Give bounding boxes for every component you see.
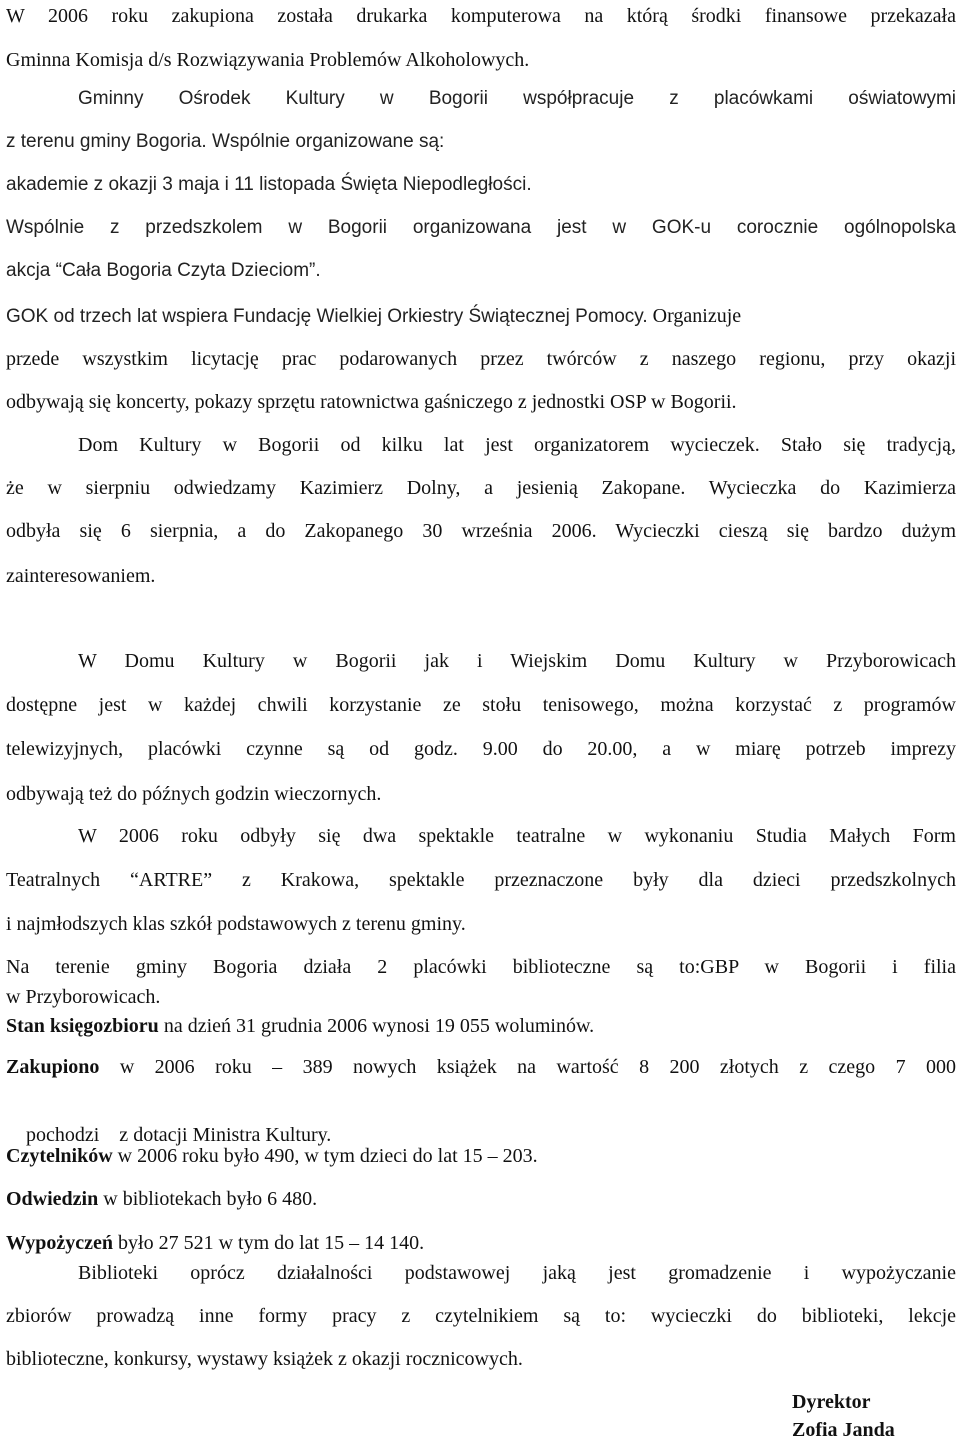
text-line: W Domu Kultury w Bogorii jak i Wiejskim Domu Kultury w Przyborowicach xyxy=(78,650,956,672)
text-line: odbyła się 6 sierpnia, a do Zakopanego 30 września 2006. Wycieczki cieszą się bardzo dużym xyxy=(6,520,956,542)
library-stat-line xyxy=(6,1055,956,1079)
stat-label: Czytelników xyxy=(6,1145,113,1167)
text-line: Teatralnych “ARTRE” z Krakowa, spektakle przeznaczone były dla dzieci przedszkolnych xyxy=(6,869,956,891)
stat-text: na dzień 31 grudnia 2006 wynosi 19 055 woluminów. xyxy=(158,1015,595,1037)
stat-text: w bibliotekach było 6 480. xyxy=(98,1188,318,1210)
text-line: biblioteczne, konkursy, wystawy książek z okazji rocznicowych. xyxy=(6,1348,523,1370)
text-line: Wspólnie z przedszkolem w Bogorii organizowana jest w GOK-u corocznie ogólnopolska xyxy=(6,217,956,238)
text-line: Dom Kultury w Bogorii od kilku lat jest organizatorem wycieczek. Stało się tradycją, xyxy=(78,434,956,456)
text-line: że w sierpniu odwiedzamy Kazimierz Dolny, a jesienią Zakopane. Wycieczka do Kazimierza xyxy=(6,477,956,499)
text-line: Na terenie gminy Bogoria działa 2 placówki biblioteczne są to:GBP w Bogorii i filia xyxy=(6,956,956,978)
text-line: telewizyjnych, placówki czynne są od godz. 9.00 do 20.00, a w miarę potrzeb imprezy xyxy=(6,738,956,760)
signature-name: Zofia Janda xyxy=(792,1419,895,1441)
text-line: Biblioteki oprócz działalności podstawowej jaką jest gromadzenie i wypożyczanie xyxy=(78,1262,956,1284)
stat-text: pochodzi z dotacji Ministra Kultury. xyxy=(26,1124,332,1146)
text-segment: GOK od trzech lat wspiera Fundację Wielkiej Orkiestry Świątecznej Pomocy. xyxy=(6,306,648,327)
text-line: z terenu gminy Bogoria. Wspólnie organizowane są: xyxy=(6,131,445,152)
library-stat-line xyxy=(6,1231,956,1255)
stat-label: Zakupiono xyxy=(6,1056,100,1078)
text-line: W 2006 roku odbyły się dwa spektakle teatralne w wykonaniu Studia Małych Form xyxy=(78,825,956,847)
text-line: Gminna Komisja d/s Rozwiązywania Problemów Alkoholowych. xyxy=(6,49,530,71)
stat-label: Stan księgozbioru xyxy=(6,1015,159,1037)
stat-label: Odwiedzin xyxy=(6,1188,99,1210)
stat-label: Wypożyczeń xyxy=(6,1232,114,1254)
text-line: w Przyborowicach. xyxy=(6,986,161,1008)
text-line: i najmłodszych klas szkół podstawowych z terenu gminy. xyxy=(6,913,466,935)
text-line: akcja “Cała Bogoria Czyta Dzieciom”. xyxy=(6,260,321,281)
text-line: przede wszystkim licytację prac podarowanych przez twórców z naszego regionu, przy okazji xyxy=(6,348,956,370)
stat-text: w 2006 roku było 490, w tym dzieci do lat 15 – 203. xyxy=(112,1145,538,1167)
signature-title: Dyrektor xyxy=(792,1391,871,1413)
text-line: zainteresowaniem. xyxy=(6,565,156,587)
text-line: zbiorów prowadzą inne formy pracy z czytelnikiem są to: wycieczki do biblioteki, lekcje xyxy=(6,1305,956,1327)
stat-text: w 2006 roku – 389 nowych książek na wartość 8 200 złotych z czego 7 000 xyxy=(99,1056,956,1078)
library-stat-line xyxy=(6,1187,956,1211)
text-line xyxy=(6,304,956,329)
text-line: akademie z okazji 3 maja i 11 listopada Święta Niepodległości. xyxy=(6,174,532,195)
text-line: Gminny Ośrodek Kultury w Bogorii współpracuje z placówkami oświatowymi xyxy=(78,88,956,109)
stat-text: było 27 521 w tym do lat 15 – 14 140. xyxy=(113,1232,425,1254)
text-segment: Organizuje xyxy=(652,305,742,327)
library-stat-line xyxy=(6,1014,956,1038)
text-line: odbywają się koncerty, pokazy sprzętu ratownictwa gaśniczego z jednostki OSP w Bogorii. xyxy=(6,391,737,413)
text-line: W 2006 roku zakupiona została drukarka komputerowa na którą środki finansowe przekazała xyxy=(6,5,956,27)
text-line: odbywają też do późnych godzin wieczornych. xyxy=(6,783,382,805)
library-stat-line xyxy=(6,1144,956,1168)
text-line: dostępne jest w każdej chwili korzystanie ze stołu tenisowego, można korzystać z programów xyxy=(6,694,956,716)
